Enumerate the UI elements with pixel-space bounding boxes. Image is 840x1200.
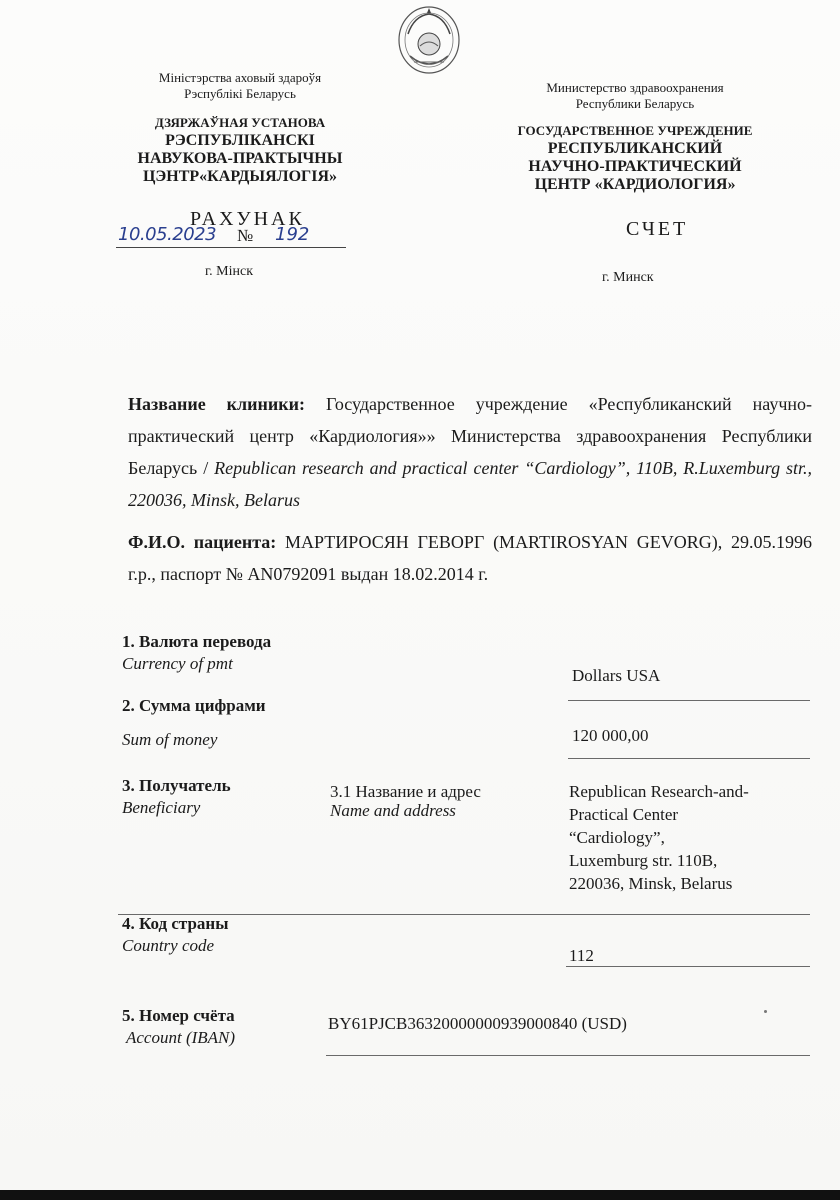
clinic-paragraph — [128, 388, 812, 516]
account-label: 5. Номер счёта — [122, 1006, 235, 1025]
account-underline — [326, 1055, 810, 1056]
ink-dot — [764, 1010, 767, 1013]
address-line: “Cardiology”, — [569, 828, 665, 847]
doc-title-ru: СЧЕТ — [626, 218, 689, 240]
ministry-line-2: Рэспублікі Беларусь — [184, 86, 296, 101]
country-code-sublabel: Country code — [122, 936, 215, 955]
clinic-label: Название клиники: — [128, 394, 305, 414]
number-label: № — [237, 226, 254, 245]
org-line-3: НАУЧНО-ПРАКТИЧЕСКИЙ — [528, 158, 742, 175]
org-line-3: НАВУКОВА-ПРАКТЫЧНЫ — [137, 150, 343, 167]
beneficiary-sublabel: Beneficiary — [122, 798, 201, 817]
date-number-underline — [116, 247, 346, 248]
ministry-line-1: Министерство здравоохранения — [546, 80, 724, 95]
country-code-label: 4. Код страны — [122, 914, 229, 933]
patient-paragraph — [128, 526, 812, 590]
state-emblem-icon — [396, 4, 462, 80]
address-line: Republican Research-and- — [569, 782, 749, 801]
handwritten-date: 10.05.2023 — [118, 224, 217, 245]
country-code-value: 112 — [569, 946, 594, 965]
doc-title-be: РАХУНАК — [190, 208, 305, 230]
currency-underline — [568, 700, 810, 701]
org-line-4: ЦЕНТР «КАРДИОЛОГИЯ» — [534, 176, 736, 193]
currency-label: 1. Валюта перевода — [122, 632, 272, 651]
ministry-line-1: Міністэрства аховый здароўя — [158, 70, 322, 85]
beneficiary-field-sublabel: Name and address — [330, 801, 456, 820]
organization-name-be — [110, 114, 370, 186]
sum-underline — [568, 758, 810, 759]
address-line: Luxemburg str. 110B, — [569, 851, 718, 870]
beneficiary-label: 3. Получатель — [122, 776, 231, 795]
org-line-4: ЦЭНТР«КАРДЫЯЛОГІЯ» — [142, 168, 337, 185]
clinic-name-en: Republican research and practical center “Cardiology”, 110B, R.Luxemburg str., 220036, Minsk, Belarus — [128, 458, 813, 510]
org-line-2: РЭСПУБЛІКАНСКІ — [165, 132, 315, 149]
clinic-name-ru: Государственное учреждение «Республиканский научно-практический центр «Кардиология»» Министерства здравоохранения Республики Беларусь / — [128, 394, 812, 478]
ministry-line-2: Республики Беларусь — [575, 96, 695, 111]
scan-bottom-edge — [0, 1190, 840, 1200]
beneficiary-field-label: 3.1 Название и адрес — [330, 782, 481, 801]
beneficiary-address — [569, 780, 749, 895]
handwritten-number: 192 — [275, 224, 310, 245]
sum-sublabel: Sum of money — [122, 730, 218, 749]
address-line: Practical Center — [569, 805, 679, 824]
account-iban-value: BY61PJCB36320000000939000840 (USD) — [328, 1014, 627, 1033]
sum-label: 2. Сумма цифрами — [122, 696, 266, 715]
org-line-1: ГОСУДАРСТВЕННОЕ УЧРЕЖДЕНИЕ — [517, 123, 753, 138]
org-line-2: РЕСПУБЛИКАНСКИЙ — [547, 140, 723, 157]
currency-value: Dollars USA — [572, 666, 661, 685]
address-line: 220036, Minsk, Belarus — [569, 874, 733, 893]
patient-label: Ф.И.О. пациента: — [128, 532, 277, 552]
patient-details: МАРТИРОСЯН ГЕВОРГ (MARTIROSYAN GEVORG), 29.05.1996 г.р., паспорт № AN0792091 выдан 18.02.2014 г. — [128, 532, 813, 584]
ministry-name-ru — [500, 80, 770, 112]
city-be: г. Мінск — [205, 264, 254, 279]
ministry-name-be — [130, 70, 350, 102]
account-sublabel: Account (IBAN) — [126, 1028, 236, 1047]
sum-value: 120 000,00 — [572, 726, 649, 745]
country-code-underline — [566, 966, 810, 967]
currency-sublabel: Currency of pmt — [122, 654, 233, 673]
city-ru: г. Минск — [602, 270, 654, 285]
org-line-1: ДЗЯРЖАЎНАЯ УСТАНОВА — [154, 115, 326, 130]
organization-name-ru — [490, 122, 780, 194]
